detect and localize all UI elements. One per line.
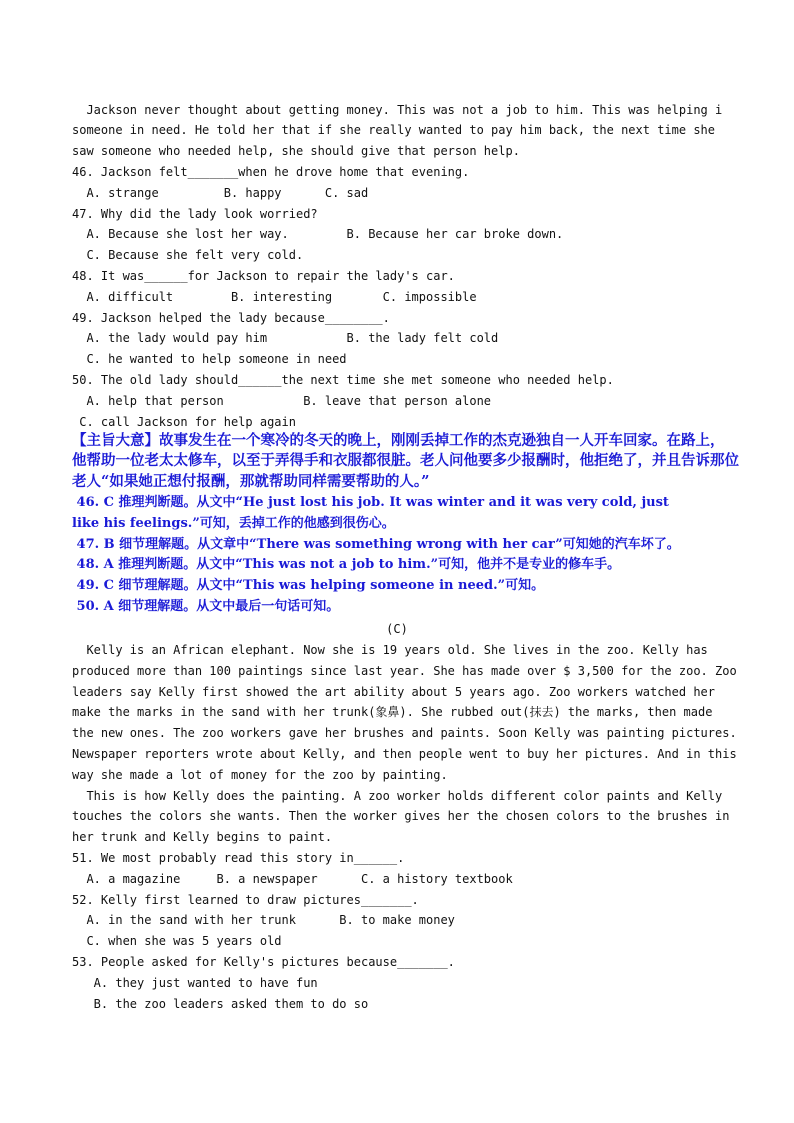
analysis-answer: 48. A 推理判断题。从文中“This was not a job to him.”可知，他并不是专业的修车手。 <box>72 557 621 572</box>
question-options: A. strange B. happy C. sad <box>72 186 369 200</box>
question-options: A. difficult B. interesting C. impossible <box>72 290 477 304</box>
analysis-answer: 50. A 细节理解题。从文中最后一句话可知。 <box>72 599 340 614</box>
question-options: C. he wanted to help someone in need <box>72 352 347 366</box>
question-options: A. they just wanted to have fun <box>72 976 318 990</box>
passage-line: someone in need. He told her that if she really wanted to pay him back, the next time she <box>72 123 715 137</box>
analysis-answer: 49. C 细节理解题。从文中“This was helping someone in need.”可知。 <box>72 578 545 593</box>
passage-line: her trunk and Kelly begins to paint. <box>72 830 333 844</box>
passage-line: Jackson never thought about getting money. This was not a job to him. This was helping i <box>72 103 723 117</box>
question-stem: 46. Jackson felt_______when he drove home that evening. <box>72 165 470 179</box>
question-options: A. Because she lost her way. B. Because her car broke down. <box>72 227 564 241</box>
passage-line: touches the colors she wants. Then the worker gives her the chosen colors to the brushes in <box>72 809 730 823</box>
analysis-summary: 【主旨大意】故事发生在一个寒冷的冬天的晚上，刚刚丢掉工作的杰克逊独自一人开车回家。在路上， <box>72 432 725 449</box>
question-options: A. help that person B. leave that person alone <box>72 394 492 408</box>
question-stem: 51. We most probably read this story in______. <box>72 851 405 865</box>
analysis-summary: 老人“如果她正想付报酬，那就帮助同样需要帮助的人。” <box>72 473 430 490</box>
question-options: A. in the sand with her trunk B. to make money <box>72 913 455 927</box>
analysis-answer: 47. B 细节理解题。从文章中“There was something wrong with her car”可知她的汽车坏了。 <box>72 537 680 552</box>
passage-line: leaders say Kelly first showed the art ability about 5 years ago. Zoo workers watched her <box>72 685 715 699</box>
passage-line: saw someone who needed help, she should give that person help. <box>72 144 520 158</box>
question-stem: 47. Why did the lady look worried? <box>72 207 318 221</box>
question-stem: 48. It was______for Jackson to repair the lady's car. <box>72 269 455 283</box>
question-stem: 49. Jackson helped the lady because________. <box>72 311 390 325</box>
question-options: A. the lady would pay him B. the lady felt cold <box>72 331 499 345</box>
passage-line: produced more than 100 paintings since last year. She has made over $ 3,500 for the zoo. Zoo <box>72 664 737 678</box>
passage-line: make the marks in the sand with her trunk(象鼻). She rubbed out(抹去) the marks, then made <box>72 705 713 719</box>
analysis-summary: 他帮助一位老太太修车，以至于弄得手和衣服都很脏。老人问他要多少报酬时，他拒绝了，并且告诉那位 <box>72 452 739 469</box>
question-options: B. the zoo leaders asked them to do so <box>72 997 369 1011</box>
section-heading: (C) <box>386 622 408 636</box>
question-options: A. a magazine B. a newspaper C. a history textbook <box>72 872 513 886</box>
passage-line: Kelly is an African elephant. Now she is 19 years old. She lives in the zoo. Kelly has <box>72 643 708 657</box>
passage-line: the new ones. The zoo workers gave her brushes and paints. Soon Kelly was painting pictures. <box>72 726 737 740</box>
question-stem: 52. Kelly first learned to draw pictures_______. <box>72 893 419 907</box>
passage-line: Newspaper reporters wrote about Kelly, and then people went to buy her pictures. And in this <box>72 747 737 761</box>
question-options: C. when she was 5 years old <box>72 934 282 948</box>
analysis-answer: 46. C 推理判断题。从文中“He just lost his job. It was winter and it was very cold, just <box>72 495 669 510</box>
question-options: C. Because she felt very cold. <box>72 248 304 262</box>
question-options: C. call Jackson for help again <box>72 415 296 429</box>
question-stem: 50. The old lady should______the next time she met someone who needed help. <box>72 373 614 387</box>
analysis-answer: like his feelings.”可知，丢掉工作的他感到很伤心。 <box>72 516 395 531</box>
passage-line: way she made a lot of money for the zoo by painting. <box>72 768 448 782</box>
passage-line: This is how Kelly does the painting. A zoo worker holds different color paints and Kelly <box>72 789 723 803</box>
question-stem: 53. People asked for Kelly's pictures because_______. <box>72 955 455 969</box>
